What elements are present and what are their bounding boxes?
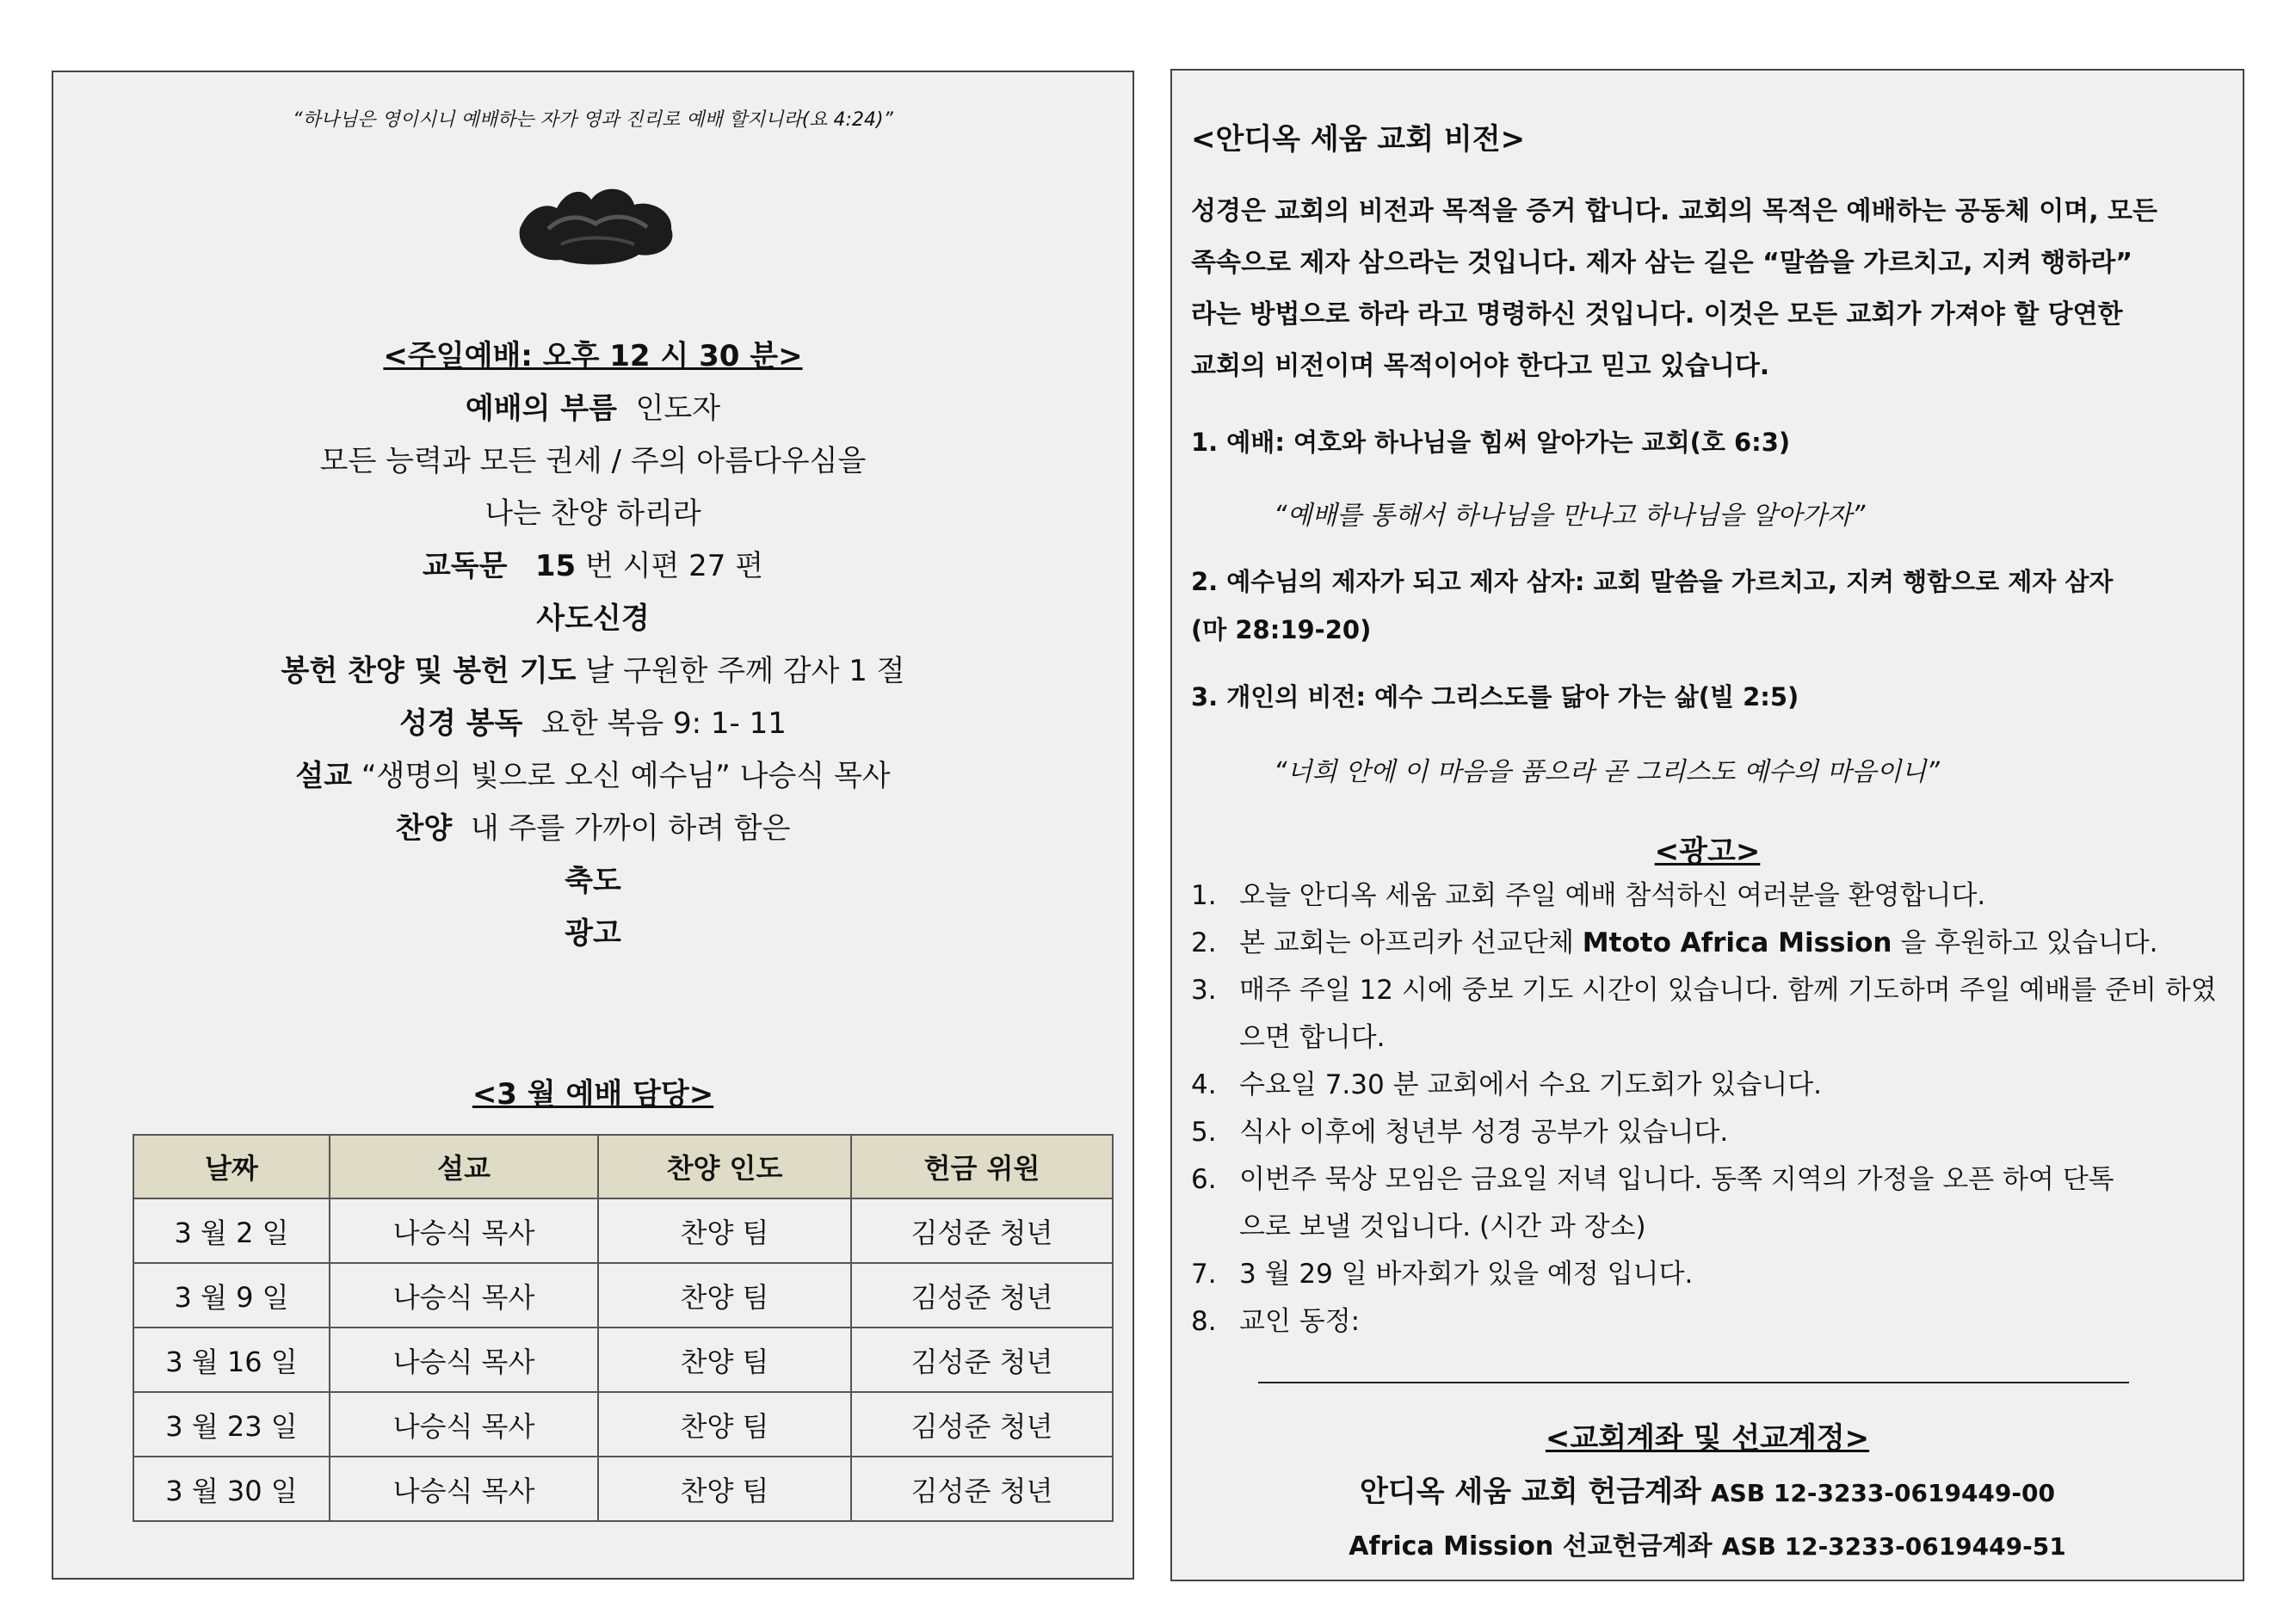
cell-date: 3 월 23 일 bbox=[133, 1392, 330, 1457]
table-header-row bbox=[133, 1135, 1113, 1198]
vision-paragraph bbox=[1191, 186, 2224, 392]
sermon: 설교 “생명의 빛으로 오신 예수님” 나승식 목사 bbox=[295, 759, 891, 793]
vision-line: 성경은 교회의 비전과 목적을 증거 합니다. 교회의 목적은 예배하는 공동체 이며, 모든 bbox=[1191, 196, 2157, 226]
left-page bbox=[52, 71, 1134, 1580]
cell-offering: 김성준 청년 bbox=[851, 1263, 1113, 1328]
cell-date: 3 월 16 일 bbox=[133, 1328, 330, 1392]
cell-date: 3 월 30 일 bbox=[133, 1457, 330, 1521]
apostles-creed: 사도신경 bbox=[536, 601, 650, 636]
closing-hymn: 찬양 내 주를 가까이 하려 함은 bbox=[395, 811, 791, 846]
announcements-title: <광고> bbox=[1654, 835, 1761, 869]
vision-point-1: 1. 예배: 여호와 하나님을 힘써 알아가는 교회(호 6:3) bbox=[1191, 428, 1791, 457]
list-item: 5. 식사 이후에 청년부 성경 공부가 있습니다. bbox=[1191, 1117, 1729, 1148]
vision-title: <안디옥 세움 교회 비전> bbox=[1191, 122, 1526, 157]
table-row bbox=[133, 1392, 1113, 1457]
cell-offering: 김성준 청년 bbox=[851, 1198, 1113, 1263]
vision-line: 라는 방법으로 하라 라고 명령하신 것입니다. 이것은 모든 교회가 가져야 할 당연한 bbox=[1191, 299, 2123, 330]
vision-point-2 bbox=[1191, 558, 2224, 654]
hymn-line-2: 나는 찬양 하리라 bbox=[485, 496, 701, 531]
church-logo-icon bbox=[509, 176, 682, 270]
scripture-reading: 성경 봉독 요한 복음 9: 1- 11 bbox=[399, 706, 787, 741]
header-date: 날짜 bbox=[133, 1135, 330, 1198]
schedule-table bbox=[133, 1134, 1114, 1522]
vision-point-2-ref: (마 28:19-20) bbox=[1191, 615, 1372, 644]
mission-account: Africa Mission 선교헌금계좌 ASB 12-3233-0619449-51 bbox=[1349, 1531, 2066, 1562]
cell-praise: 찬양 팀 bbox=[598, 1198, 851, 1263]
list-item: 2. 본 교회는 아프리카 선교단체 Mtoto Africa Mission 을 후원하고 있습니다. bbox=[1191, 927, 2158, 958]
call-to-worship: 예배의 부름 인도자 bbox=[465, 391, 721, 426]
cell-sermon: 나승식 목사 bbox=[330, 1328, 598, 1392]
list-item: 3. 매주 주일 12 시에 중보 기도 시간이 있습니다. 함께 기도하며 주일 예배를 준비 하였으면 합니다. bbox=[1191, 975, 2217, 1053]
right-page bbox=[1170, 69, 2244, 1581]
schedule-title: <3 월 예배 담당> bbox=[472, 1077, 714, 1112]
list-item: 6. 이번주 묵상 모임은 금요일 저녁 입니다. 동쪽 지역의 가정을 오픈 하여 단톡으로 보낼 것입니다. (시간 과 장소) bbox=[1191, 1164, 2114, 1242]
vision-quote-3: “너희 안에 이 마음을 품으라 곧 그리스도 예수의 마음이니” bbox=[1274, 757, 1940, 787]
hymn-line-1: 모든 능력과 모든 권세 / 주의 아름다우심을 bbox=[319, 444, 867, 478]
table-row bbox=[133, 1198, 1113, 1263]
divider bbox=[1258, 1382, 2129, 1383]
cell-praise: 찬양 팀 bbox=[598, 1457, 851, 1521]
table-row bbox=[133, 1263, 1113, 1328]
cell-praise: 찬양 팀 bbox=[598, 1263, 851, 1328]
accounts-title: <교회계좌 및 선교계정> bbox=[1545, 1421, 1870, 1456]
table-row bbox=[133, 1457, 1113, 1521]
responsive-reading: 교독문 15 번 시편 27 편 bbox=[422, 549, 764, 583]
church-account: 안디옥 세움 교회 헌금계좌 ASB 12-3233-0619449-00 bbox=[1360, 1475, 2055, 1509]
list-item: 7. 3 월 29 일 바자회가 있을 예정 입니다. bbox=[1191, 1259, 1694, 1290]
announcements-list bbox=[1191, 872, 2237, 1346]
vision-line: 교회의 비전이며 목적이어야 한다고 믿고 있습니다. bbox=[1191, 351, 1770, 381]
order-of-service bbox=[53, 330, 1133, 960]
header-offering-staff: 헌금 위원 bbox=[851, 1135, 1113, 1198]
cell-offering: 김성준 청년 bbox=[851, 1392, 1113, 1457]
list-item: 1. 오늘 안디옥 세움 교회 주일 예배 참석하신 여러분을 환영합니다. bbox=[1191, 880, 1986, 911]
cell-sermon: 나승식 목사 bbox=[330, 1198, 598, 1263]
service-time-heading: <주일예배: 오후 12 시 30 분> bbox=[383, 339, 803, 373]
offering: 봉헌 찬양 및 봉헌 기도 날 구원한 주께 감사 1 절 bbox=[281, 654, 905, 688]
cell-offering: 김성준 청년 bbox=[851, 1457, 1113, 1521]
cell-date: 3 월 9 일 bbox=[133, 1263, 330, 1328]
list-item: 4. 수요일 7.30 분 교회에서 수요 기도회가 있습니다. bbox=[1191, 1069, 1823, 1100]
cell-date: 3 월 2 일 bbox=[133, 1198, 330, 1263]
vision-quote-1: “예배를 통해서 하나님을 만나고 하나님을 알아가자” bbox=[1274, 501, 1866, 531]
list-item: 8. 교인 동정: bbox=[1191, 1306, 1361, 1337]
vision-point-3: 3. 개인의 비전: 예수 그리스도를 닮아 가는 삶(빌 2:5) bbox=[1191, 682, 1799, 712]
vision-line: 족속으로 제자 삼으라는 것입니다. 제자 삼는 길은 “말씀을 가르치고, 지켜 행하라” bbox=[1191, 248, 2133, 278]
header-praise-leader: 찬양 인도 bbox=[598, 1135, 851, 1198]
header-sermon: 설교 bbox=[330, 1135, 598, 1198]
cell-sermon: 나승식 목사 bbox=[330, 1392, 598, 1457]
cell-offering: 김성준 청년 bbox=[851, 1328, 1113, 1392]
epigraph-verse: “하나님은 영이시니 예배하는 자가 영과 진리로 예배 할지니라(요 4:24)” bbox=[293, 109, 893, 131]
announcements-item: 광고 bbox=[565, 916, 621, 951]
benediction: 축도 bbox=[565, 864, 621, 898]
cell-praise: 찬양 팀 bbox=[598, 1392, 851, 1457]
table-row bbox=[133, 1328, 1113, 1392]
cell-sermon: 나승식 목사 bbox=[330, 1457, 598, 1521]
vision-point-2-line: 2. 예수님의 제자가 되고 제자 삼자: 교회 말씀을 가르치고, 지켜 행함으로 제자 삼자 bbox=[1191, 567, 2114, 596]
cell-praise: 찬양 팀 bbox=[598, 1328, 851, 1392]
cell-sermon: 나승식 목사 bbox=[330, 1263, 598, 1328]
